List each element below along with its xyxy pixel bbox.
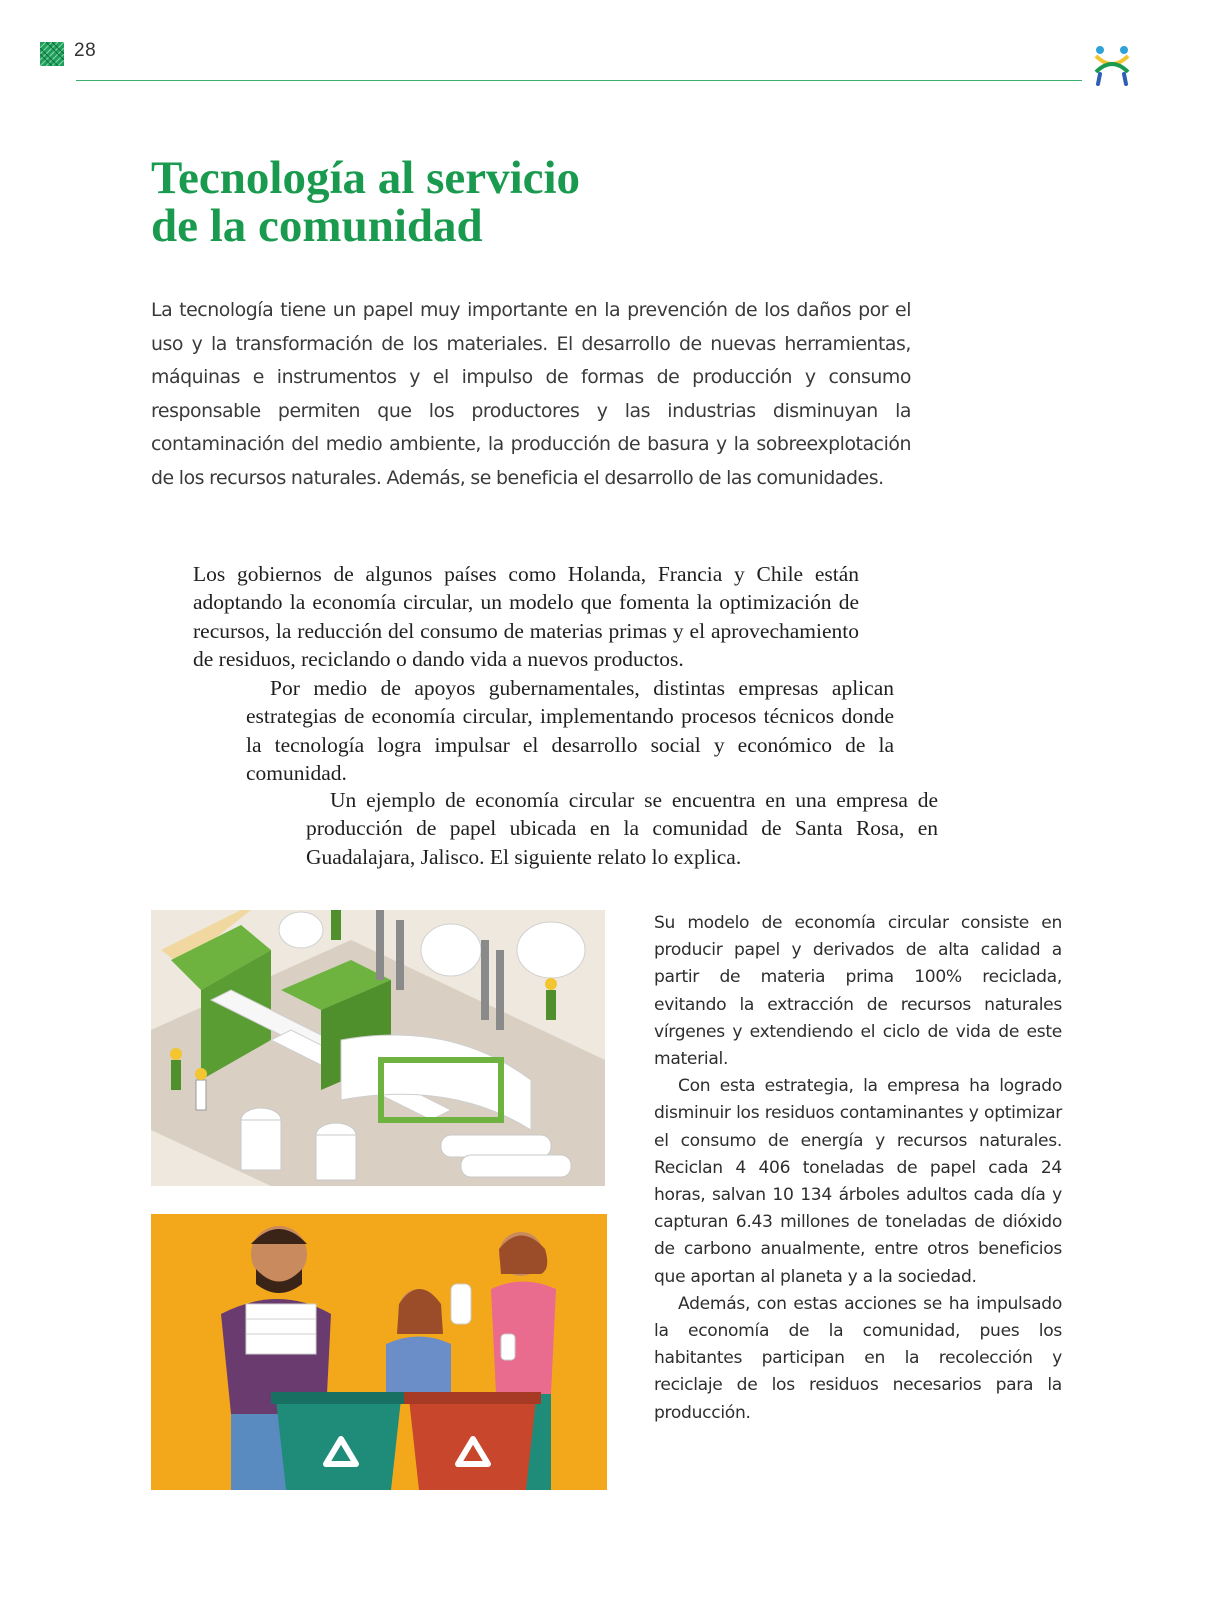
narrative-paragraph-3: Un ejemplo de economía circular se encuentra en una empresa de producción de papel ubicada en la comunidad de Santa Rosa, en Guadalajara, Jalisco. El siguiente relato lo explica. [306,788,938,869]
page-number: 28 [74,40,97,61]
interlinked-figures-logo-icon [1090,42,1134,86]
green-pattern-icon [40,42,64,66]
paper-factory-illustration [151,910,605,1186]
narrative-paragraph-2: Por medio de apoyos gubernamentales, distintas empresas aplican estrategias de economía circular, implementando procesos técnicos donde la tecnología logra impulsar el desarrollo social y económico de la comunidad. [246,676,894,786]
title-line-1: Tecnología al servicio [151,152,581,204]
title-line-2: de la comunidad [151,200,483,252]
side-paragraph-2: Con esta estrategia, la empresa ha logrado disminuir los residuos contaminantes y optimizar el consumo de energía y recursos naturales. Reciclan 4 406 toneladas de papel cada 24 horas, salvan 10 134 árboles adultos cada día y capturan 6.43 millones de toneladas de dióxido de carbono anualmente, entre otros beneficios que aportan al planeta y a la sociedad. [654,1076,1062,1287]
header-rule [76,80,1082,81]
side-text-column [654,910,1062,1427]
page-title [151,154,851,250]
intro-paragraph: La tecnología tiene un papel muy importante en la prevención de los daños por el uso y la transformación de los materiales. El desarrollo de nuevas herramientas, máquinas e instrumentos y el impulso de formas de producción y consumo responsable permiten que los productores y las industrias disminuyan la contaminación del medio ambiente, la producción de basura y la sobreexplotación de los recursos naturales. Además, se beneficia el desarrollo de las comunidades. [151,299,911,489]
family-recycling-illustration [151,1214,607,1490]
side-paragraph-3: Además, con estas acciones se ha impulsado la economía de la comunidad, pues los habitantes participan en la recolección y reciclaje de los residuos necesarios para la producción. [654,1293,1062,1423]
narrative-paragraph-1: Los gobiernos de algunos países como Holanda, Francia y Chile están adoptando la economía circular, un modelo que fomenta la optimización de recursos, la reducción del consumo de materias primas y el aprovechamiento de residuos, reciclando o dando vida a nuevos productos. [193,562,859,672]
side-paragraph-1: Su modelo de economía circular consiste en producir papel y derivados de alta calidad a partir de materia prima 100% reciclada, evitando la extracción de recursos naturales vírgenes y extendiendo el ciclo de vida de este material. [654,913,1062,1070]
